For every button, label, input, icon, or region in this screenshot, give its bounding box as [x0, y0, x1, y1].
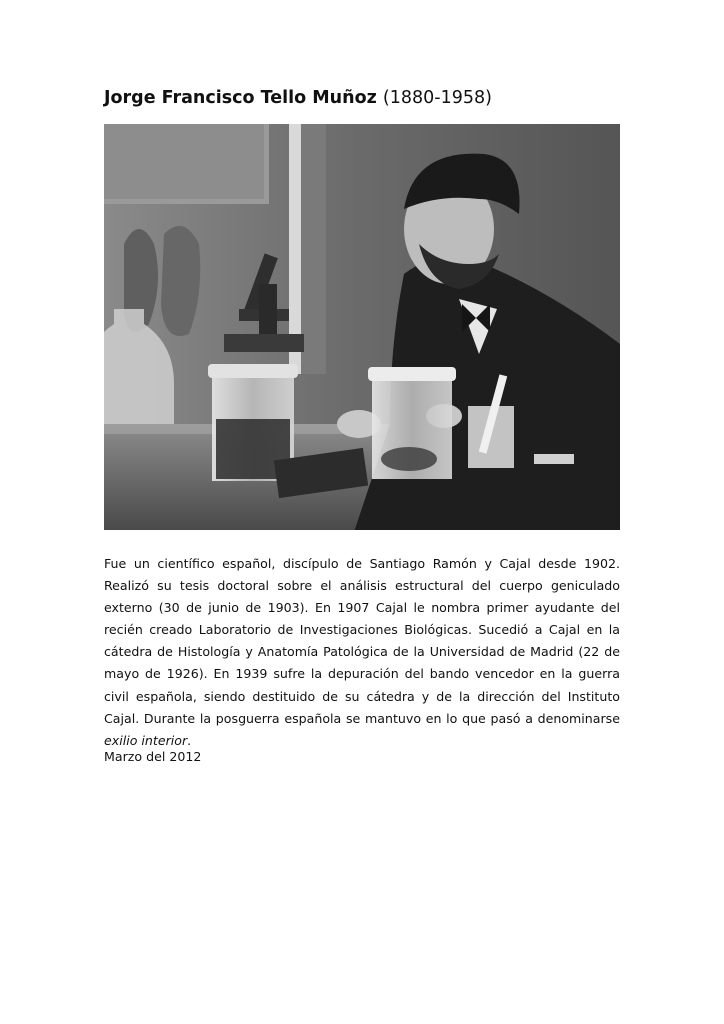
biography-ending: .: [187, 732, 192, 748]
title-years: (1880-1958): [382, 88, 492, 108]
biography-paragraph: [104, 553, 620, 752]
document-date: Marzo del 2012: [104, 749, 202, 764]
biography-italic-term: exilio interior: [104, 732, 188, 748]
portrait-photo: [104, 124, 620, 530]
page-title: [104, 84, 624, 112]
biography-text: Fue un científico español, discípulo de Santiago Ramón y Cajal desde 1902. Realizó su tesis doctoral sobre el análisis estructural del cuerpo geniculado externo (30 de junio de 1903). En 1907 Cajal le nombra primer ayudante del recién creado Laboratorio de Investigaciones Biológicas. Sucedió a Cajal en la cátedra de Histología y Anatomía Patológica de la Universidad de Madrid (22 de mayo de 1926). En 1939 sufre la depuración del bando vencedor en la guerra civil española, siendo destituido de su cátedra y de la dirección del Instituto Cajal. Durante la posguerra española se mantuvo en lo que pasó a denominarse: [104, 556, 620, 726]
title-name: Jorge Francisco Tello Muñoz: [104, 88, 377, 108]
